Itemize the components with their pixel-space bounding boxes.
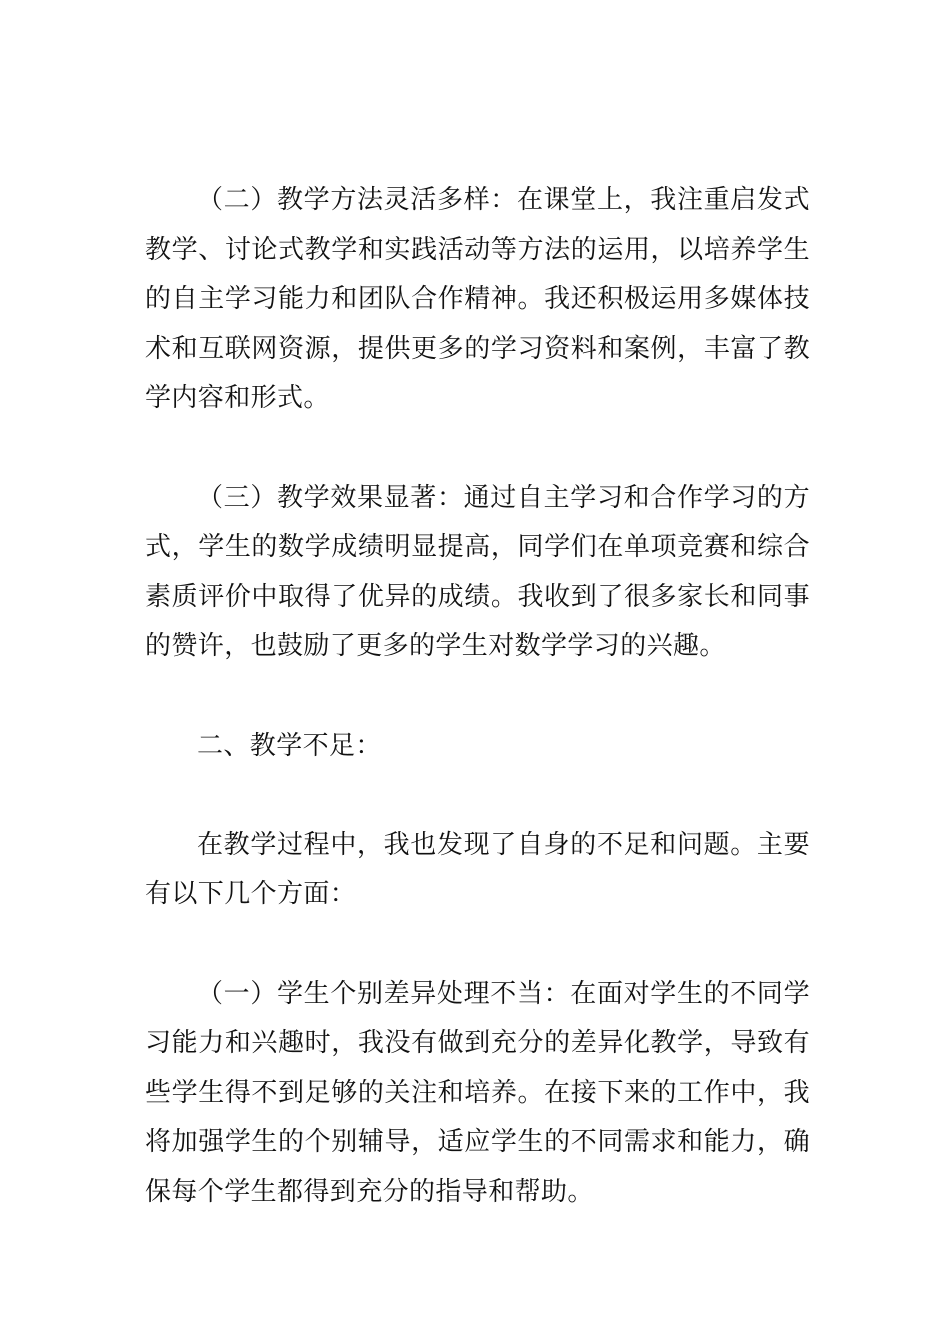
document-body (145, 176, 810, 1217)
paragraph-shortcomings-intro: 在教学过程中，我也发现了自身的不足和问题。主要有以下几个方面： (145, 829, 810, 910)
paragraph-individual-differences: （一）学生个别差异处理不当：在面对学生的不同学习能力和兴趣时，我没有做到充分的差异化教学，导致有些学生得不到足够的关注和培养。在接下来的工作中，我将加强学生的个别辅导，适应学生的不同需求和能力，确保每个学生都得到充分的指导和帮助。 (145, 978, 810, 1207)
section-heading-shortcomings: 二、教学不足： (197, 730, 382, 761)
paragraph-teaching-methods: （二）教学方法灵活多样：在课堂上，我注重启发式教学、讨论式教学和实践活动等方法的运用，以培养学生的自主学习能力和团队合作精神。我还积极运用多媒体技术和互联网资源，提供更多的学习资料和案例，丰富了教学内容和形式。 (145, 185, 810, 414)
paragraph-teaching-results: （三）教学效果显著：通过自主学习和合作学习的方式，学生的数学成绩明显提高，同学们在单项竞赛和综合素质评价中取得了优异的成绩。我收到了很多家长和同事的赞许，也鼓励了更多的学生对数学学习的兴趣。 (145, 482, 810, 662)
